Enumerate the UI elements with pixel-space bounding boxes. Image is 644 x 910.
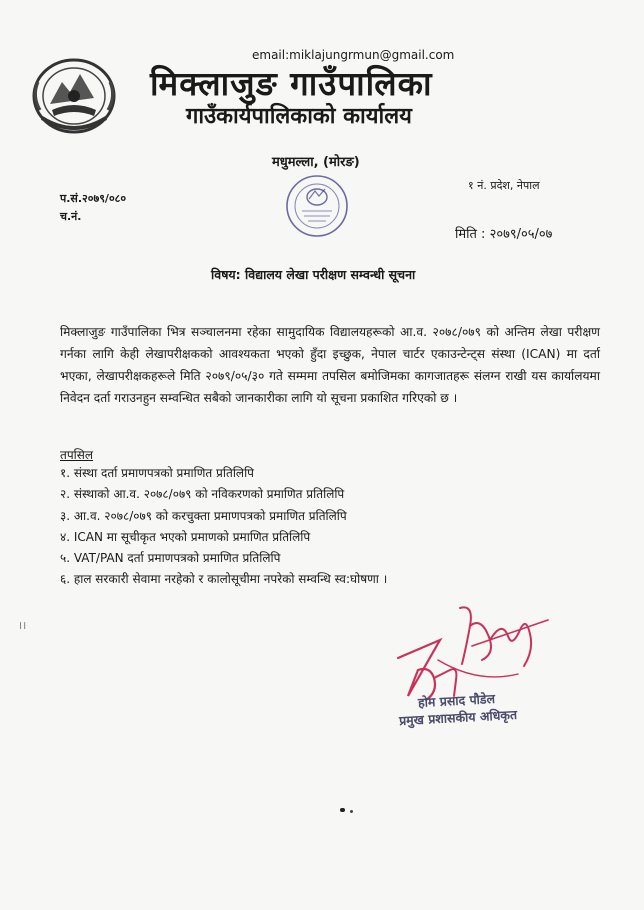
municipality-name: मिक्लाजुङ गाउँपालिका	[150, 64, 433, 103]
signatory-name: होम प्रसाद पौडेल	[417, 690, 496, 711]
office-seal-icon	[284, 173, 350, 239]
notice-date: मिति : २०७९/०५/०७	[455, 227, 553, 242]
dispatch-number: च.नं.	[60, 210, 82, 223]
margin-mark: ।।	[18, 619, 27, 632]
list-item: ३. आ.व. २०७८/०७९ को करचुक्ता प्रमाणपत्रको प्रमाणित प्रतिलिपि	[60, 508, 347, 523]
attachments-heading: तपसिल	[60, 448, 94, 462]
office-address: मधुमल्ला, (मोरङ)	[272, 155, 360, 170]
notice-body: मिक्लाजुङ गाउँपालिका भित्र सञ्चालनमा रहेका सामुदायिक विद्यालयहरूको आ.व. २०७८/०७९ को अन्तिम लेखा परीक्षण गर्नका लागि केही लेखापरीक्षकको आवश्यकता भएको हुँदा इच्छुक, नेपाल चार्टर एकाउन्टेन्ट्स संस्था (ICAN) मा दर्ता भएका, लेखापरीक्षकहरूले मिति २०७९/०५/३० गते सम्ममा तपसिल बमोजिमका कागजातहरू संलग्न राखी यस कार्यालयमा निवेदन दर्ता गराउनहुन सम्वन्धित सबैको जानकारीका लागि यो सूचना प्रकाशित गरिएको छ ।	[60, 325, 600, 405]
office-name: गाउँकार्यपालिकाको कार्यालय	[186, 104, 412, 129]
notice-subject: विषय: विद्यालय लेखा परीक्षण सम्वन्धी सूचना	[211, 267, 416, 282]
signatory-title: प्रमुख प्रशासकीय अधिकृत	[398, 706, 518, 729]
list-item: ५. VAT/PAN दर्ता प्रमाणपत्रको प्रमाणित प्रतिलिपि	[60, 551, 281, 566]
list-item: १. संस्था दर्ता प्रमाणपत्रको प्रमाणित प्रतिलिपि	[60, 466, 254, 480]
list-item: ४. ICAN मा सूचीकृत भएको प्रमाणको प्रमाणित प्रतिलिपि	[60, 529, 311, 544]
province-label: १ नं. प्रदेश, नेपाल	[468, 179, 540, 192]
list-item: २. संस्थाको आ.व. २०७८/०७९ को नविकरणको प्रमाणित प्रतिलिपि	[60, 487, 345, 502]
ink-dot	[350, 810, 353, 813]
nepal-emblem-icon	[28, 52, 120, 138]
attachments-list	[60, 463, 387, 591]
reference-number: प.सं.२०७९/०८०	[60, 192, 127, 205]
office-email: email:miklajungrmun@gmail.com	[252, 48, 455, 62]
ink-dot	[340, 808, 345, 812]
list-item: ६. हाल सरकारी सेवामा नरहेको र कालोसूचीमा नपरेको सम्वन्धि स्व:घोषणा ।	[60, 572, 388, 587]
